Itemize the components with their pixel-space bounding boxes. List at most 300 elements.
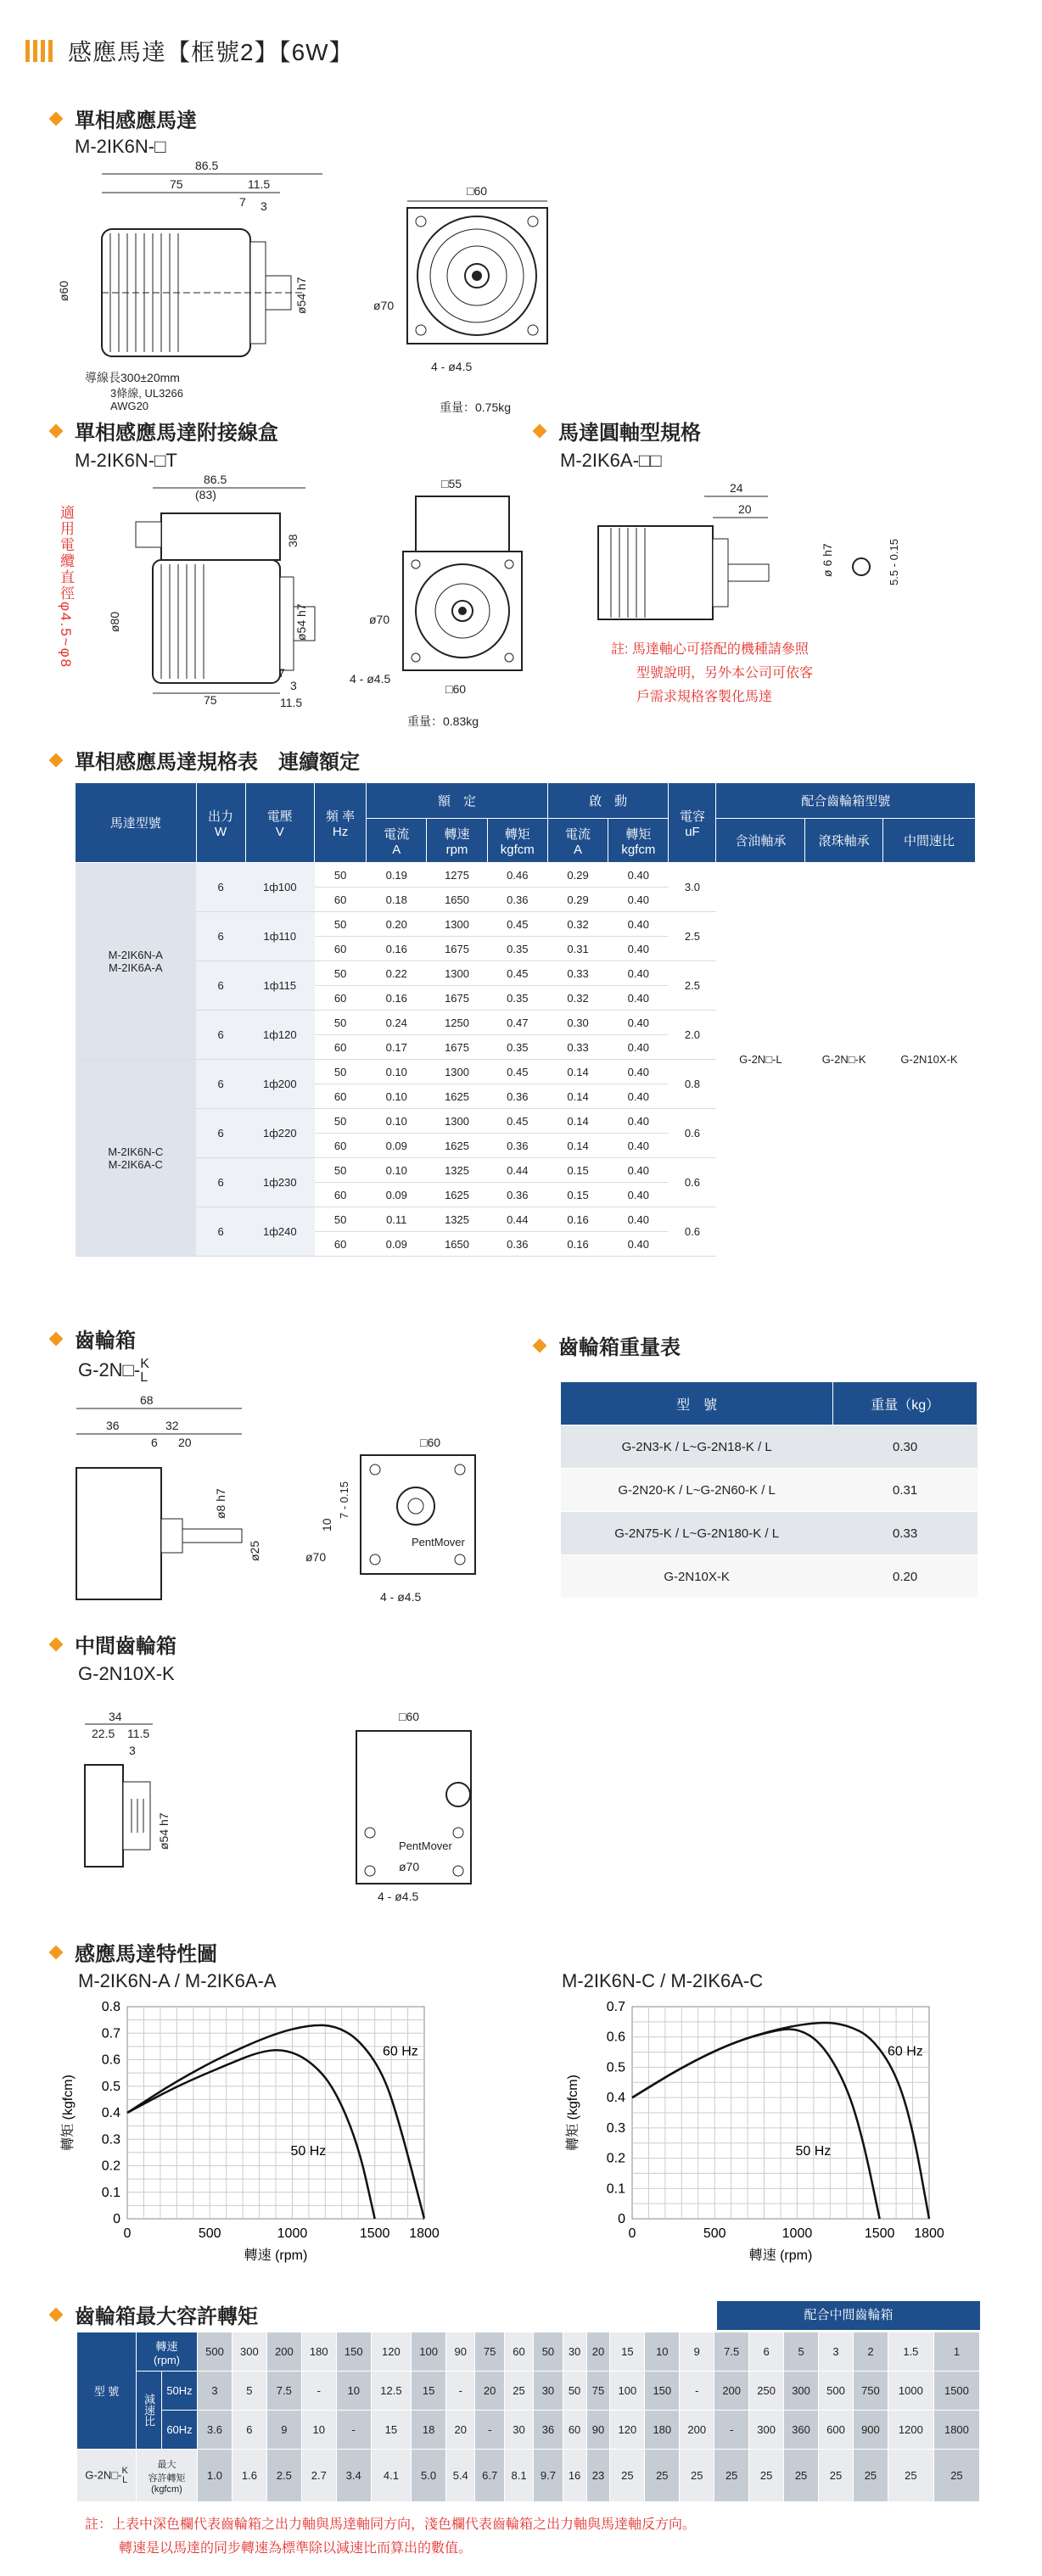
- svg-text:4 - ø4.5: 4 - ø4.5: [431, 360, 473, 373]
- torque-cell: 25: [680, 2450, 714, 2502]
- value-cell: 0.16: [547, 1207, 608, 1232]
- chart-6w-c: [556, 1998, 955, 2270]
- svg-text:4 - ø4.5: 4 - ø4.5: [380, 1590, 422, 1604]
- y-tick-label: 0: [618, 2212, 625, 2226]
- y-tick-label: 0.2: [606, 2151, 625, 2166]
- value-cell: 0.16: [547, 1232, 608, 1257]
- voltage-cell: 1ф110: [245, 912, 314, 961]
- value-cell: 0.17: [367, 1035, 427, 1060]
- value-cell: 0.32: [547, 912, 608, 937]
- value-cell: 60: [315, 888, 367, 912]
- y-tick-label: 0.2: [101, 2159, 120, 2174]
- svg-text:□60: □60: [399, 1710, 420, 1723]
- torque-cell: 25: [933, 2450, 979, 2502]
- ratio60-cell: 90: [586, 2411, 610, 2450]
- ratio50-cell: 750: [853, 2372, 888, 2411]
- torque-cell: 9.7: [534, 2450, 563, 2502]
- gear-weight-cell: 0.33: [833, 1512, 978, 1555]
- ratio50-cell: 50: [563, 2372, 586, 2411]
- value-cell: 0.31: [547, 937, 608, 961]
- value-cell: 0.40: [608, 1109, 669, 1134]
- value-cell: 0.45: [487, 1060, 547, 1084]
- value-cell: 1300: [427, 1109, 487, 1134]
- th-mid: 中間速比: [882, 819, 975, 863]
- ratio60-cell: 1200: [888, 2411, 933, 2450]
- ratio60-cell: 36: [534, 2411, 563, 2450]
- value-cell: 0.46: [487, 863, 547, 888]
- value-cell: 1300: [427, 961, 487, 986]
- voltage-cell: 1ф230: [245, 1158, 314, 1207]
- svg-text:86.5: 86.5: [204, 473, 227, 486]
- value-cell: 0.10: [367, 1109, 427, 1134]
- gear-model-cell: G-2N75-K / L~G-2N180-K / L: [561, 1512, 833, 1555]
- torque-cell: 25: [645, 2450, 680, 2502]
- value-cell: 0.33: [547, 961, 608, 986]
- torque-cell: 25: [610, 2450, 645, 2502]
- bullet-icon: [49, 753, 64, 767]
- svg-text:7: 7: [239, 195, 246, 209]
- value-cell: 0.35: [487, 986, 547, 1011]
- svg-text:11.5: 11.5: [280, 696, 303, 709]
- svg-text:68: 68: [140, 1393, 154, 1407]
- output-cell: 6: [196, 863, 245, 912]
- value-cell: 60: [315, 1035, 367, 1060]
- svg-text:20: 20: [738, 502, 752, 516]
- ratio50-cell: 100: [610, 2372, 645, 2411]
- svg-text:10: 10: [320, 1518, 333, 1532]
- ratio60-cell: -: [714, 2411, 749, 2450]
- output-cell: 6: [196, 1158, 245, 1207]
- value-cell: 60: [315, 1183, 367, 1207]
- torque-cell: 8.1: [504, 2450, 533, 2502]
- torque-cell: 5.4: [446, 2450, 475, 2502]
- ratio50-cell: 10: [336, 2372, 371, 2411]
- series-label: 50 Hz: [795, 2144, 832, 2159]
- speed-cell: 90: [446, 2332, 475, 2372]
- voltage-cell: 1ф100: [245, 863, 314, 912]
- value-cell: 0.35: [487, 937, 547, 961]
- value-cell: 0.29: [547, 888, 608, 912]
- gear-model-cell: G-2N3-K / L~G-2N18-K / L: [561, 1425, 833, 1469]
- bullet-icon: [49, 423, 64, 438]
- model-label-cell: 型 號: [77, 2332, 137, 2450]
- svg-text:導線長300±20mm: 導線長300±20mm: [85, 371, 180, 384]
- output-cell: 6: [196, 961, 245, 1011]
- torque-cell: 25: [888, 2450, 933, 2502]
- value-cell: 0.11: [367, 1207, 427, 1232]
- ratio60-cell: 10: [301, 2411, 336, 2450]
- ratio50-cell: 30: [534, 2372, 563, 2411]
- torque-cell: 25: [749, 2450, 784, 2502]
- output-cell: 6: [196, 1060, 245, 1109]
- value-cell: 1250: [427, 1011, 487, 1035]
- value-cell: 1300: [427, 1060, 487, 1084]
- mid-gear-header: 配合中間齒輪箱: [717, 2301, 980, 2330]
- y-tick-label: 0.1: [101, 2185, 120, 2200]
- ratio60-cell: 120: [610, 2411, 645, 2450]
- output-cell: 6: [196, 1207, 245, 1257]
- speed-cell: 180: [301, 2332, 336, 2372]
- th-freq: 頻 率 Hz: [315, 783, 367, 863]
- table-row: [561, 1555, 978, 1599]
- voltage-cell: 1ф200: [245, 1060, 314, 1109]
- torque-cell: 3.4: [336, 2450, 371, 2502]
- svg-text:ø70: ø70: [399, 1860, 420, 1873]
- section-max-torque: 齒輪箱最大容許轉矩: [51, 2299, 258, 2329]
- x-tick-label: 0: [628, 2226, 636, 2241]
- max-torque-table: [76, 2332, 980, 2502]
- value-cell: 0.14: [547, 1084, 608, 1109]
- value-cell: 0.09: [367, 1183, 427, 1207]
- th-rated: 額 定: [367, 783, 548, 819]
- output-cell: 6: [196, 912, 245, 961]
- svg-text:ø 6 h7: ø 6 h7: [821, 543, 834, 577]
- value-cell: 0.29: [547, 863, 608, 888]
- ratio60-cell: 200: [680, 2411, 714, 2450]
- value-cell: 60: [315, 986, 367, 1011]
- table-row: [77, 2411, 980, 2450]
- cap-cell: 0.6: [669, 1109, 716, 1158]
- value-cell: 0.16: [367, 986, 427, 1011]
- svg-text:7: 7: [278, 666, 285, 680]
- gear-model-cell: G-2N20-K / L~G-2N60-K / L: [561, 1469, 833, 1512]
- svg-text:75: 75: [170, 177, 183, 191]
- y-tick-label: 0.3: [606, 2120, 625, 2136]
- table-row: [561, 1469, 978, 1512]
- cap-cell: 2.5: [669, 912, 716, 961]
- section-round-shaft: 馬達圓軸型規格: [535, 416, 701, 445]
- section-curves: 感應馬達特性圖: [51, 1937, 217, 1967]
- ratio50-cell: 75: [586, 2372, 610, 2411]
- ratio50-cell: 250: [749, 2372, 784, 2411]
- speed-cell: 500: [198, 2332, 232, 2372]
- x-tick-label: 1800: [914, 2226, 944, 2241]
- model-midgear: G-2N10X-K: [78, 1663, 175, 1684]
- gear-cell: G-2N10X-K: [882, 863, 975, 1257]
- gear-weight-cell: 0.30: [833, 1425, 978, 1469]
- x-axis-label: 轉速 (rpm): [244, 2248, 308, 2263]
- speed-cell: 300: [232, 2332, 266, 2372]
- torque-cell: 25: [819, 2450, 854, 2502]
- value-cell: 0.40: [608, 1011, 669, 1035]
- value-cell: 0.15: [547, 1183, 608, 1207]
- svg-text:ø70: ø70: [369, 613, 390, 626]
- ratio50-cell: 12.5: [371, 2372, 411, 2411]
- value-cell: 0.09: [367, 1134, 427, 1158]
- y-tick-label: 0.3: [101, 2132, 120, 2148]
- torque-cell: 2.7: [301, 2450, 336, 2502]
- cap-cell: 2.0: [669, 1011, 716, 1060]
- ratio60-cell: 6: [232, 2411, 266, 2450]
- svg-text:3條線, UL3266: 3條線, UL3266: [110, 387, 183, 400]
- th-gear-model: 型 號: [561, 1382, 833, 1425]
- value-cell: 60: [315, 1232, 367, 1257]
- th-stq: 轉矩 kgfcm: [608, 819, 669, 863]
- torque-cell: 23: [586, 2450, 610, 2502]
- shaft-note: 註: 馬達軸心可搭配的機種請參照 型號說明，另外本公司可依客 戶需求規格客製化馬達: [611, 642, 814, 704]
- value-cell: 1625: [427, 1084, 487, 1109]
- value-cell: 0.30: [547, 1011, 608, 1035]
- svg-text:3: 3: [290, 679, 297, 692]
- svg-text:24: 24: [730, 481, 743, 495]
- bullet-icon: [49, 1637, 64, 1651]
- value-cell: 0.44: [487, 1158, 547, 1183]
- value-cell: 0.45: [487, 961, 547, 986]
- th-output: 出力 W: [196, 783, 245, 863]
- speed-cell: 50: [534, 2332, 563, 2372]
- chart1-title: M-2IK6N-A / M-2IK6A-A: [78, 1970, 277, 1991]
- table-row: [77, 2450, 980, 2502]
- y-tick-label: 0.1: [606, 2181, 625, 2197]
- table-row: [77, 2332, 980, 2372]
- torque-notes: 註：上表中深色欄代表齒輪箱之出力軸與馬達軸同方向，淺色欄代表齒輪箱之出力軸與馬達軸反方向。 轉速是以馬達的同步轉速為標準除以減速比而算出的數值。: [85, 2517, 697, 2556]
- ratio50-cell: 150: [645, 2372, 680, 2411]
- value-cell: 0.36: [487, 1084, 547, 1109]
- page-header: [25, 34, 354, 68]
- ratio50-cell: 200: [714, 2372, 749, 2411]
- value-cell: 1675: [427, 937, 487, 961]
- value-cell: 0.19: [367, 863, 427, 888]
- value-cell: 0.32: [547, 986, 608, 1011]
- ratio50-cell: -: [680, 2372, 714, 2411]
- shaft-drawing: [585, 475, 942, 628]
- value-cell: 0.40: [608, 1060, 669, 1084]
- ratio50-cell: 5: [232, 2372, 266, 2411]
- value-cell: 0.45: [487, 1109, 547, 1134]
- bullet-icon: [533, 423, 547, 438]
- ratio50-cell: 500: [819, 2372, 854, 2411]
- th-speed: 轉速 rpm: [427, 819, 487, 863]
- series-label: 60 Hz: [383, 2044, 418, 2059]
- torque-cell: 5.0: [412, 2450, 446, 2502]
- value-cell: 0.16: [367, 937, 427, 961]
- ratio50-cell: -: [301, 2372, 336, 2411]
- svg-text:PentMover: PentMover: [399, 1840, 452, 1852]
- ratio50-cell: 20: [475, 2372, 504, 2411]
- voltage-cell: 1ф240: [245, 1207, 314, 1257]
- max-torque-label: 最大 容許轉矩 (kgfcm): [137, 2450, 198, 2502]
- svg-text:38: 38: [286, 534, 300, 547]
- motor-drawing-1: [51, 157, 560, 420]
- table-row: [561, 1425, 978, 1469]
- th-gear: 配合齒輪箱型號: [716, 783, 976, 819]
- speed-cell: 7.5: [714, 2332, 749, 2372]
- torque-cell: 25: [784, 2450, 819, 2502]
- svg-text:□60: □60: [445, 682, 467, 696]
- x-axis-label: 轉速 (rpm): [748, 2248, 813, 2263]
- x-tick-label: 1000: [782, 2226, 813, 2241]
- ratio60-cell: 180: [645, 2411, 680, 2450]
- ratio60-cell: 30: [504, 2411, 533, 2450]
- bullet-icon: [49, 111, 64, 126]
- speed-cell: 1: [933, 2332, 979, 2372]
- svg-text:ø54 h7: ø54 h7: [294, 603, 308, 641]
- ratio50-cell: 300: [784, 2372, 819, 2411]
- speed-cell: 15: [610, 2332, 645, 2372]
- value-cell: 50: [315, 1109, 367, 1134]
- torque-cell: 1.0: [198, 2450, 232, 2502]
- title-bars-icon: [25, 40, 53, 62]
- value-cell: 0.36: [487, 888, 547, 912]
- y-tick-label: 0.6: [101, 2052, 120, 2068]
- svg-text:□55: □55: [441, 477, 462, 490]
- torque-cell: 25: [853, 2450, 888, 2502]
- svg-text:6: 6: [151, 1436, 158, 1449]
- speed-cell: 120: [371, 2332, 411, 2372]
- y-tick-label: 0: [113, 2212, 120, 2226]
- speed-cell: 9: [680, 2332, 714, 2372]
- x-tick-label: 1500: [864, 2226, 895, 2241]
- ratio50-cell: 7.5: [266, 2372, 301, 2411]
- svg-text:□60: □60: [467, 184, 488, 198]
- y-tick-label: 0.5: [606, 2060, 625, 2075]
- svg-text:ø60: ø60: [57, 280, 70, 301]
- bullet-icon: [49, 1945, 64, 1959]
- y-tick-label: 0.4: [606, 2091, 625, 2106]
- model-gearbox: G-2N□- K L: [78, 1357, 149, 1385]
- ratio50-cell: 1000: [888, 2372, 933, 2411]
- speed-cell: 2: [853, 2332, 888, 2372]
- ratio60-cell: 15: [371, 2411, 411, 2450]
- value-cell: 0.20: [367, 912, 427, 937]
- svg-text:34: 34: [109, 1710, 122, 1723]
- ratio60-cell: 9: [266, 2411, 301, 2450]
- value-cell: 1625: [427, 1134, 487, 1158]
- value-cell: 0.35: [487, 1035, 547, 1060]
- x-tick-label: 1800: [409, 2226, 440, 2241]
- midgear-drawing: [59, 1697, 501, 1909]
- value-cell: 0.09: [367, 1232, 427, 1257]
- svg-text:PentMover: PentMover: [412, 1536, 465, 1548]
- value-cell: 60: [315, 937, 367, 961]
- value-cell: 0.14: [547, 1134, 608, 1158]
- value-cell: 1625: [427, 1183, 487, 1207]
- cap-cell: 2.5: [669, 961, 716, 1011]
- svg-text:ø54 h7: ø54 h7: [294, 277, 308, 314]
- value-cell: 1300: [427, 912, 487, 937]
- svg-text:AWG20: AWG20: [110, 400, 149, 412]
- table-row: [77, 2372, 980, 2411]
- value-cell: 50: [315, 863, 367, 888]
- voltage-cell: 1ф115: [245, 961, 314, 1011]
- svg-text:11.5: 11.5: [248, 177, 271, 191]
- ratio60-cell: 60: [563, 2411, 586, 2450]
- speed-cell: 3: [819, 2332, 854, 2372]
- value-cell: 0.40: [608, 1158, 669, 1183]
- bullet-icon: [533, 1338, 547, 1352]
- bullet-icon: [49, 2307, 64, 2321]
- value-cell: 0.24: [367, 1011, 427, 1035]
- ratio60-cell: 360: [784, 2411, 819, 2450]
- speed-cell: 150: [336, 2332, 371, 2372]
- speed-cell: 30: [563, 2332, 586, 2372]
- value-cell: 0.40: [608, 986, 669, 1011]
- ratio60-cell: 900: [853, 2411, 888, 2450]
- value-cell: 0.40: [608, 937, 669, 961]
- gear-weight-cell: 0.20: [833, 1555, 978, 1599]
- table-row: [561, 1512, 978, 1555]
- svg-text:86.5: 86.5: [195, 159, 219, 172]
- value-cell: 1650: [427, 888, 487, 912]
- section-gearbox: 齒輪箱: [51, 1324, 136, 1353]
- series-label: 50 Hz: [290, 2144, 327, 2159]
- output-cell: 6: [196, 1109, 245, 1158]
- value-cell: 0.40: [608, 1232, 669, 1257]
- x-tick-label: 0: [123, 2226, 132, 2241]
- voltage-cell: 1ф220: [245, 1109, 314, 1158]
- value-cell: 60: [315, 1084, 367, 1109]
- value-cell: 0.10: [367, 1060, 427, 1084]
- svg-text:ø70: ø70: [305, 1550, 327, 1564]
- value-cell: 60: [315, 1134, 367, 1158]
- motor-drawing-2: [76, 471, 552, 734]
- th-torque: 轉矩 kgfcm: [487, 819, 547, 863]
- model-m2ik6nt: M-2IK6N-□T: [75, 450, 177, 471]
- value-cell: 0.22: [367, 961, 427, 986]
- value-cell: 1650: [427, 1232, 487, 1257]
- y-tick-label: 0.4: [101, 2106, 120, 2120]
- ratio50-cell: 25: [504, 2372, 533, 2411]
- svg-text:ø8 h7: ø8 h7: [214, 1488, 227, 1519]
- svg-text:□60: □60: [420, 1436, 441, 1449]
- torque-cell: 1.6: [232, 2450, 266, 2502]
- torque-cell: 16: [563, 2450, 586, 2502]
- y-tick-label: 0.5: [101, 2079, 120, 2094]
- ratio60-cell: 300: [749, 2411, 784, 2450]
- value-cell: 50: [315, 1011, 367, 1035]
- voltage-cell: 1ф120: [245, 1011, 314, 1060]
- svg-text:ø25: ø25: [248, 1540, 261, 1561]
- value-cell: 50: [315, 912, 367, 937]
- svg-text:11.5: 11.5: [127, 1727, 150, 1740]
- section-mid-gearbox: 中間齒輪箱: [51, 1629, 176, 1659]
- th-voltage: 電壓 V: [245, 783, 314, 863]
- speed-cell: 20: [586, 2332, 610, 2372]
- value-cell: 0.36: [487, 1232, 547, 1257]
- svg-text:ø70: ø70: [373, 299, 395, 312]
- series-label: 60 Hz: [888, 2044, 923, 2059]
- gear-cell: G-2N□-L: [716, 863, 805, 1257]
- page-title: 感應馬達【框號2】【6W】: [68, 39, 354, 65]
- value-cell: 50: [315, 1060, 367, 1084]
- x-tick-label: 500: [703, 2226, 726, 2241]
- svg-text:20: 20: [178, 1436, 192, 1449]
- th-oil: 含油軸承: [716, 819, 805, 863]
- y-axis-label: 轉矩 (kgfcm): [61, 2075, 76, 2151]
- torque-cell: 25: [714, 2450, 749, 2502]
- svg-text:22.5: 22.5: [92, 1727, 115, 1740]
- speed-cell: 6: [749, 2332, 784, 2372]
- value-cell: 50: [315, 961, 367, 986]
- ratio60-cell: 20: [446, 2411, 475, 2450]
- th-ball: 滾珠軸承: [805, 819, 883, 863]
- x-tick-label: 1000: [277, 2226, 308, 2241]
- table-row: [76, 863, 976, 888]
- gearbox-drawing: [59, 1392, 501, 1612]
- value-cell: 0.47: [487, 1011, 547, 1035]
- svg-text:ø80: ø80: [108, 611, 121, 632]
- ratio50-cell: -: [446, 2372, 475, 2411]
- value-cell: 0.10: [367, 1084, 427, 1109]
- svg-text:4 - ø4.5: 4 - ø4.5: [350, 672, 391, 686]
- y-tick-label: 0.8: [101, 2000, 120, 2014]
- value-cell: 0.44: [487, 1207, 547, 1232]
- speed-cell: 200: [266, 2332, 301, 2372]
- value-cell: 0.45: [487, 912, 547, 937]
- value-cell: 0.14: [547, 1109, 608, 1134]
- value-cell: 0.40: [608, 1183, 669, 1207]
- y-tick-label: 0.7: [101, 2026, 120, 2041]
